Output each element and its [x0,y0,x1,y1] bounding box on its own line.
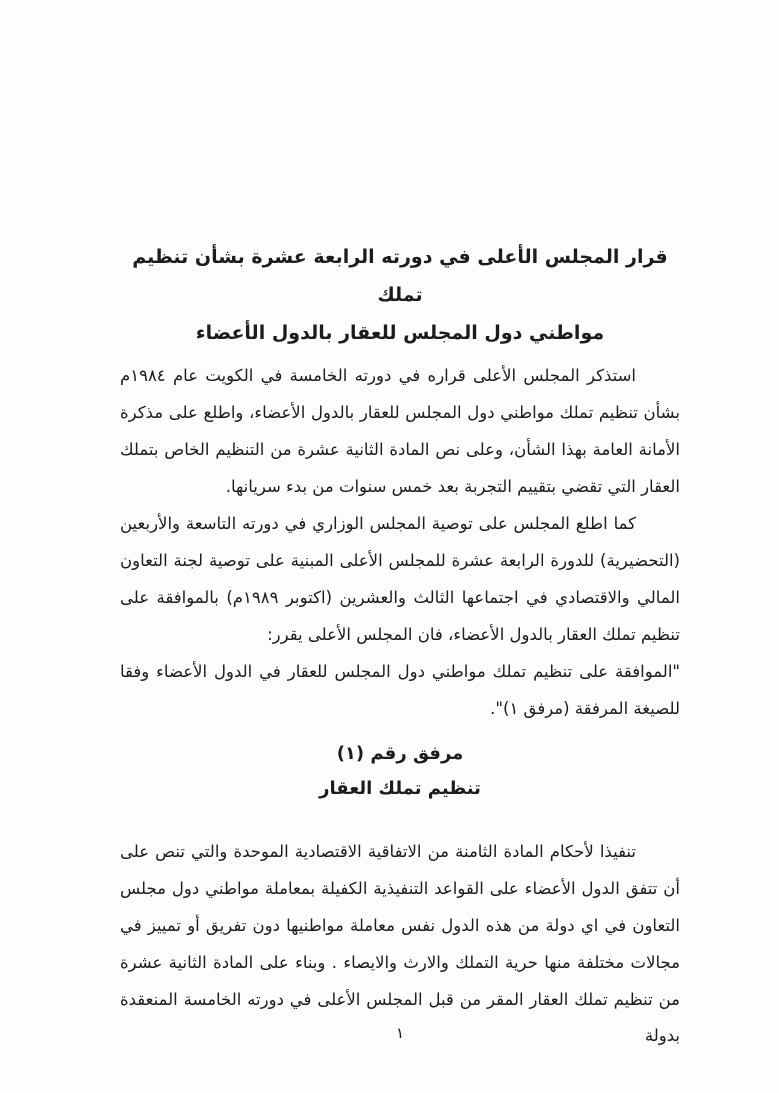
attachment-headings [120,736,680,806]
document-title-line-2: مواطني دول المجلس للعقار بالدول الأعضاء [195,322,605,344]
page-number: ١ [395,1024,405,1042]
document-title-line-1: قرار المجلس الأعلى في دورته الرابعة عشرة بشأن تنظيم تملك [132,246,668,306]
paragraph-recall-decision: استذكر المجلس الأعلى قراره في دورته الخامسة في الكويت عام ١٩٨٤م بشأن تنظيم تملك مواطني دول المجلس للعقار بالدول الأعضاء، واطلع على مذكرة الأمانة العامة بهذا الشأن، وعلى نص المادة الثانية عشرة من التنظيم الخاص بتملك العقار التي تقضي بتقييم التجربة بعد خمس سنوات من بدء سريانها. [120,366,680,496]
attachment-number-heading: مرفق رقم (١) [336,742,464,764]
paragraph-decision-quote: "الموافقة على تنظيم تملك مواطني دول المجلس للعقار في الدول الأعضاء وفقا للصيغة المرفقة (مرفق ١)". [120,661,680,718]
paragraph-implementation: تنفيذا لأحكام المادة الثامنة من الاتفاقية الاقتصادية الموحدة والتي تنص على أن تتفق الدول الأعضاء على القواعد التنفيذية الكفيلة بمعاملة مواطني دول مجلس التعاون في اي دولة من هذه الدول نفس معاملة مواطنيها دون تفريق أو تمييز في مجالات مختلفة منها حرية التملك والارث والايصاء . وبناء على المادة الثانية عشرة من تنظيم تملك العقار المقر من قبل المجلس الأعلى في دورته الخامسة المنعقدة بدولة [120,841,680,1046]
document-content [120,238,680,1055]
paragraph-ministerial-recommendation: كما اطلع المجلس على توصية المجلس الوزاري في دورته التاسعة والأربعين (التحضيرية) للدورة الرابعة عشرة للمجلس الأعلى المبنية على توصية لجنة التعاون المالي والاقتصادي في اجتماعها الثالث والعشرين (اكتوبر ١٩٨٩م) بالموافقة على تنظيم تملك العقار بالدول الأعضاء، فان المجلس الأعلى يقرر: [120,513,680,644]
attachment-title-heading: تنظيم تملك العقار [319,777,481,799]
document-title [120,238,680,352]
